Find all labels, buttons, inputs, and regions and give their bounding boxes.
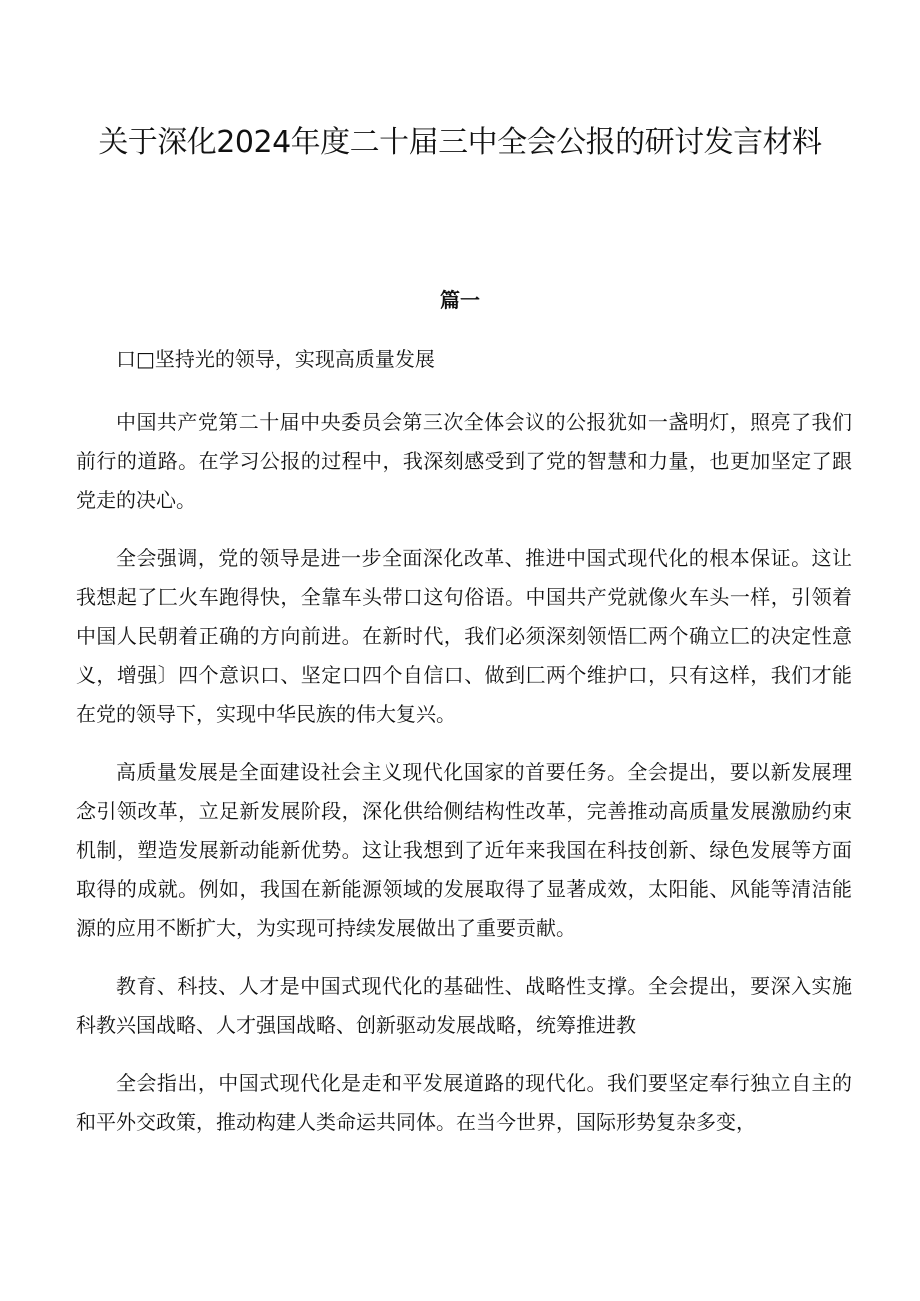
paragraph: 中国共产党第二十届中央委员会第三次全体会议的公报犹如一盏明灯，照亮了我们前行的道路。在学习公报的过程中，我深刻感受到了党的智慧和力量，也更加坚定了跟党走的决心。 bbox=[76, 410, 852, 512]
document-body bbox=[76, 340, 852, 1161]
paragraph: 高质量发展是全面建设社会主义现代化国家的首要任务。全会提出，要以新发展理念引领改革，立足新发展阶段，深化供给侧结构性改革，完善推动高质量发展激励约束机制，塑造发展新动能新优势。这让我想到了近年来我国在科技创新、绿色发展等方面取得的成就。例如，我国在新能源领域的发展取得了显著成效，太阳能、风能等清洁能源的应用不断扩大，为实现可持续发展做出了重要贡献。 bbox=[76, 760, 852, 940]
section-heading: 篇一 bbox=[440, 288, 480, 312]
document-title: 关于深化2024年度二十届三中全会公报的研讨发言材料 bbox=[98, 125, 822, 160]
paragraph-subheading: 口□坚持光的领导，实现高质量发展 bbox=[116, 347, 435, 371]
paragraph: 全会强调，党的领导是进一步全面深化改革、推进中国式现代化的根本保证。这让我想起了匚火车跑得快，全靠车头带口这句俗语。中国共产党就像火车头一样，引领着中国人民朝着正确的方向前进。在新时代，我们必须深刻领悟匚两个确立匚的决定性意义，增强〕四个意识口、坚定口四个自信口、做到匚两个维护口，只有这样，我们才能在党的领导下，实现中华民族的伟大复兴。 bbox=[76, 546, 852, 726]
paragraph: 教育、科技、人才是中国式现代化的基础性、战略性支撑。全会提出，要深入实施科教兴国战略、人才强国战略、创新驱动发展战略，统筹推进教 bbox=[76, 974, 852, 1037]
paragraph: 全会指出，中国式现代化是走和平发展道路的现代化。我们要坚定奉行独立自主的和平外交政策，推动构建人类命运共同体。在当今世界，国际形势复杂多变， bbox=[76, 1071, 852, 1134]
